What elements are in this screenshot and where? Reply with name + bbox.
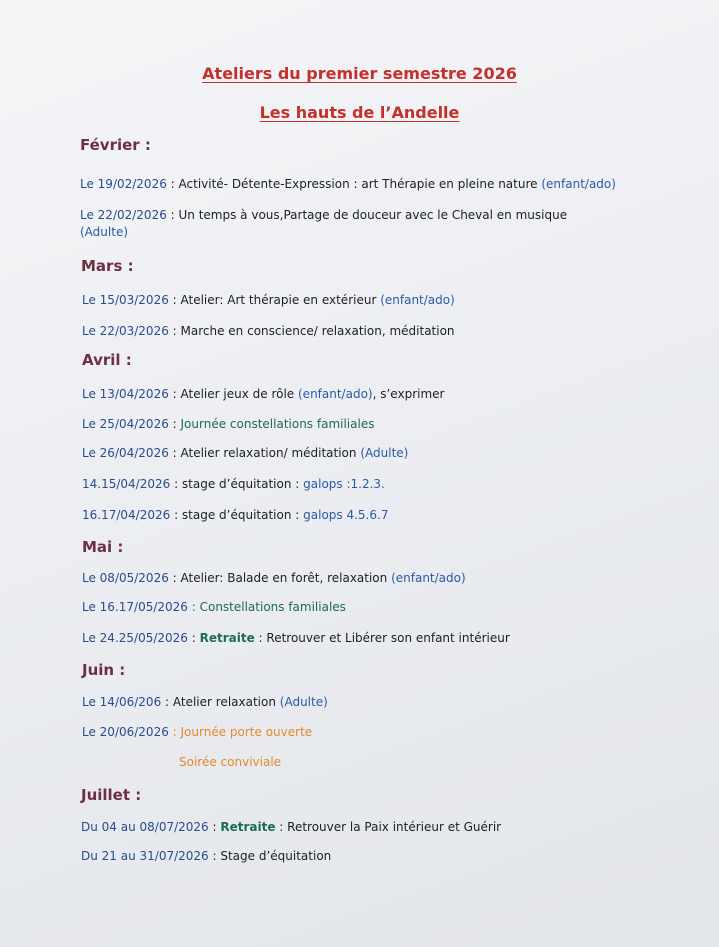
entry-line [82, 324, 455, 338]
entry-date: Le 25/04/2026 [82, 417, 169, 431]
entry-date: Le 22/03/2026 [82, 324, 169, 338]
audience-tag: (Adulte) [80, 225, 129, 239]
entry-separator: : [168, 725, 181, 739]
document-title: Ateliers du premier semestre 2026 [202, 64, 517, 83]
entry-date: Le 13/04/2026 [82, 387, 169, 401]
audience-tag: (enfant/ado) [298, 387, 373, 401]
entry-separator: : [161, 695, 173, 709]
entry-text: stage d’équitation : [181, 508, 304, 522]
entry-text: Journée porte ouverte [180, 725, 313, 739]
entry-date: Le 15/03/2026 [82, 293, 169, 307]
entry-date: 14.15/04/2026 [82, 477, 171, 491]
entry-text-suffix: , s’exprimer [372, 387, 445, 401]
audience-tag: (enfant/ado) [380, 293, 455, 307]
entry-separator: : [208, 849, 221, 863]
entry-date: Le 26/04/2026 [82, 446, 169, 460]
entry-separator: : [187, 600, 200, 614]
entry-date: 16.17/04/2026 [82, 508, 171, 522]
entry-separator: : [168, 417, 181, 431]
entry-text: Atelier: Art thérapie en extérieur [180, 293, 381, 307]
month-heading-avril: Avril : [82, 351, 132, 369]
entry-separator: : [166, 177, 179, 191]
entry-separator: : [168, 293, 181, 307]
entry-line [80, 208, 567, 222]
audience-tag: (enfant/ado) [541, 177, 616, 191]
audience-tag: (Adulte) [360, 446, 409, 460]
entry-line [82, 695, 328, 709]
level-tag: galops 4.5.6.7 [303, 508, 389, 522]
entry-text: : Retrouver la Paix intérieur et Guérir [275, 820, 502, 834]
entry-line-continuation [179, 755, 281, 769]
month-heading-juin: Juin : [82, 661, 126, 679]
level-tag: galops :1.2.3. [303, 477, 385, 491]
entry-line-continuation [80, 225, 128, 239]
entry-text: Atelier jeux de rôle [180, 387, 298, 401]
entry-text: Journée constellations familiales [180, 417, 375, 431]
entry-line [82, 446, 408, 460]
retreat-label: Retraite [220, 820, 276, 834]
entry-text: Un temps à vous,Partage de douceur avec le Cheval en musique [178, 208, 568, 222]
entry-text: Atelier relaxation/ méditation [180, 446, 361, 460]
entry-line [82, 631, 510, 645]
audience-tag: (Adulte) [279, 695, 328, 709]
entry-text: : Retrouver et Libérer son enfant intérieur [254, 631, 510, 645]
entry-line [82, 571, 466, 585]
entry-text: Constellations familiales [199, 600, 346, 614]
entry-text: Stage d’équitation [220, 849, 332, 863]
document-subtitle: Les hauts de l’Andelle [259, 103, 460, 122]
retreat-label: Retraite [199, 631, 255, 645]
entry-date: Le 16.17/05/2026 [82, 600, 188, 614]
entry-line [82, 508, 388, 522]
entry-separator: : [168, 387, 181, 401]
entry-line [81, 820, 501, 834]
entry-line [81, 849, 331, 863]
entry-separator: : [168, 446, 181, 460]
entry-text: Atelier: Balade en forêt, relaxation [180, 571, 392, 585]
entry-date: Le 08/05/2026 [82, 571, 169, 585]
entry-text: stage d’équitation : [181, 477, 304, 491]
entry-separator: : [168, 324, 181, 338]
month-heading-mars: Mars : [81, 257, 134, 275]
entry-separator: : [166, 208, 179, 222]
entry-separator: : [208, 820, 221, 834]
entry-text: Soirée conviviale [179, 755, 282, 769]
month-heading-juillet: Juillet : [81, 786, 142, 804]
entry-text: Atelier relaxation [172, 695, 280, 709]
entry-line [82, 600, 346, 614]
month-heading-fevrier: Février : [80, 136, 151, 154]
audience-tag: (enfant/ado) [391, 571, 466, 585]
entry-text: Marche en conscience/ relaxation, méditation [180, 324, 455, 338]
entry-separator: : [168, 571, 181, 585]
entry-line [82, 477, 385, 491]
entry-line [82, 387, 444, 401]
entry-separator: : [170, 508, 182, 522]
entry-line [82, 417, 374, 431]
entry-line [82, 293, 455, 307]
entry-date: Le 24.25/05/2026 [82, 631, 188, 645]
entry-date: Le 19/02/2026 [80, 177, 167, 191]
entry-separator: : [170, 477, 182, 491]
entry-line [82, 725, 312, 739]
entry-date: Du 04 au 08/07/2026 [81, 820, 209, 834]
entry-separator: : [187, 631, 200, 645]
entry-date: Le 14/06/206 [82, 695, 162, 709]
entry-date: Du 21 au 31/07/2026 [81, 849, 209, 863]
entry-text: Activité- Détente-Expression : art Thérapie en pleine nature [178, 177, 542, 191]
entry-date: Le 20/06/2026 [82, 725, 169, 739]
entry-date: Le 22/02/2026 [80, 208, 167, 222]
month-heading-mai: Mai : [82, 538, 124, 556]
entry-line [80, 177, 616, 191]
